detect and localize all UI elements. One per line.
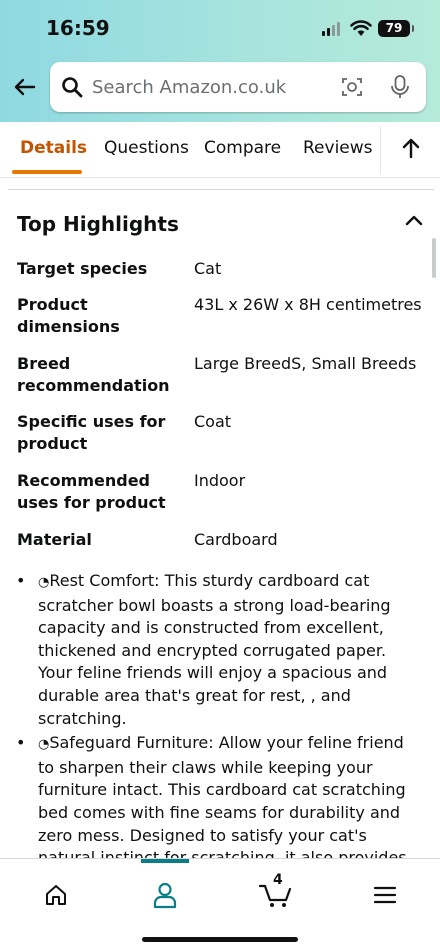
microphone-icon[interactable] bbox=[388, 74, 412, 100]
spec-label: Target species bbox=[17, 259, 148, 278]
camera-search-icon[interactable] bbox=[340, 75, 364, 99]
section-divider bbox=[8, 189, 434, 190]
tab-separator bbox=[380, 126, 381, 174]
section-title[interactable]: Top Highlights bbox=[17, 212, 179, 236]
active-nav-indicator bbox=[141, 859, 189, 863]
spec-value: 43L x 26W x 8H centimetres bbox=[194, 295, 422, 314]
spec-value: Indoor bbox=[194, 471, 246, 490]
tab-details[interactable]: Details bbox=[20, 138, 88, 158]
tab-questions[interactable]: Questions bbox=[104, 138, 189, 158]
battery-indicator: 79 bbox=[378, 20, 410, 37]
tab-reviews[interactable]: Reviews bbox=[303, 138, 373, 158]
nav-home[interactable] bbox=[31, 875, 81, 915]
wifi-icon bbox=[350, 19, 372, 37]
nav-menu[interactable] bbox=[360, 875, 410, 915]
bullet-dot: • bbox=[16, 571, 26, 590]
list-item bbox=[0, 570, 440, 730]
spec-label: Breed recommendation bbox=[17, 354, 170, 395]
spec-label: Specific uses for product bbox=[17, 412, 166, 453]
spec-value: Large BreedS, Small Breeds bbox=[194, 354, 417, 373]
status-time: 16:59 bbox=[46, 16, 110, 40]
search-icon bbox=[60, 75, 84, 99]
search-placeholder: Search Amazon.co.uk bbox=[92, 77, 287, 98]
active-tab-indicator bbox=[12, 170, 82, 174]
clock-icon: ◔ bbox=[38, 575, 50, 590]
bottom-nav bbox=[0, 858, 440, 952]
app-header bbox=[0, 0, 440, 122]
spec-value: Coat bbox=[194, 412, 232, 431]
spec-value: Cardboard bbox=[194, 530, 278, 549]
scrollbar[interactable] bbox=[432, 238, 436, 278]
spec-label: Recommended uses for product bbox=[17, 471, 166, 512]
cellular-signal-icon bbox=[322, 22, 340, 36]
search-input[interactable] bbox=[50, 62, 426, 112]
spec-label: Material bbox=[17, 530, 92, 549]
account-icon bbox=[152, 881, 178, 909]
bullet-text: Rest Comfort: This sturdy cardboard cat scratcher bowl boasts a strong load-bearing capacity and is constructed from excellent, thickened and encrypted corrugated paper. Your feline friends will enjoy a spacious and durable area that's great for rest, , and scratching. bbox=[38, 571, 391, 728]
tab-bar bbox=[0, 122, 440, 178]
back-arrow-icon[interactable] bbox=[12, 74, 38, 100]
scroll-to-top-icon[interactable] bbox=[400, 136, 422, 160]
clock-icon: ◔ bbox=[38, 737, 50, 753]
nav-account[interactable] bbox=[140, 875, 190, 915]
menu-icon bbox=[373, 885, 397, 905]
home-indicator[interactable] bbox=[142, 937, 298, 942]
bullet-text: Safeguard Furniture: Allow your feline friend to sharpen their claws while keeping your furniture intact. This cardboard cat scratching bed comes with fine seams for durability and zero mess. Designed to satisfy your cat's bbox=[38, 733, 406, 845]
chevron-up-icon[interactable] bbox=[404, 212, 424, 228]
tab-compare[interactable]: Compare bbox=[204, 138, 282, 158]
spec-value: Cat bbox=[194, 259, 222, 278]
cart-count-badge: 4 bbox=[273, 872, 283, 888]
home-icon bbox=[43, 882, 69, 908]
bullet-dot: • bbox=[16, 733, 26, 753]
spec-label: Product dimensions bbox=[17, 295, 120, 336]
feature-bullets bbox=[0, 570, 440, 860]
